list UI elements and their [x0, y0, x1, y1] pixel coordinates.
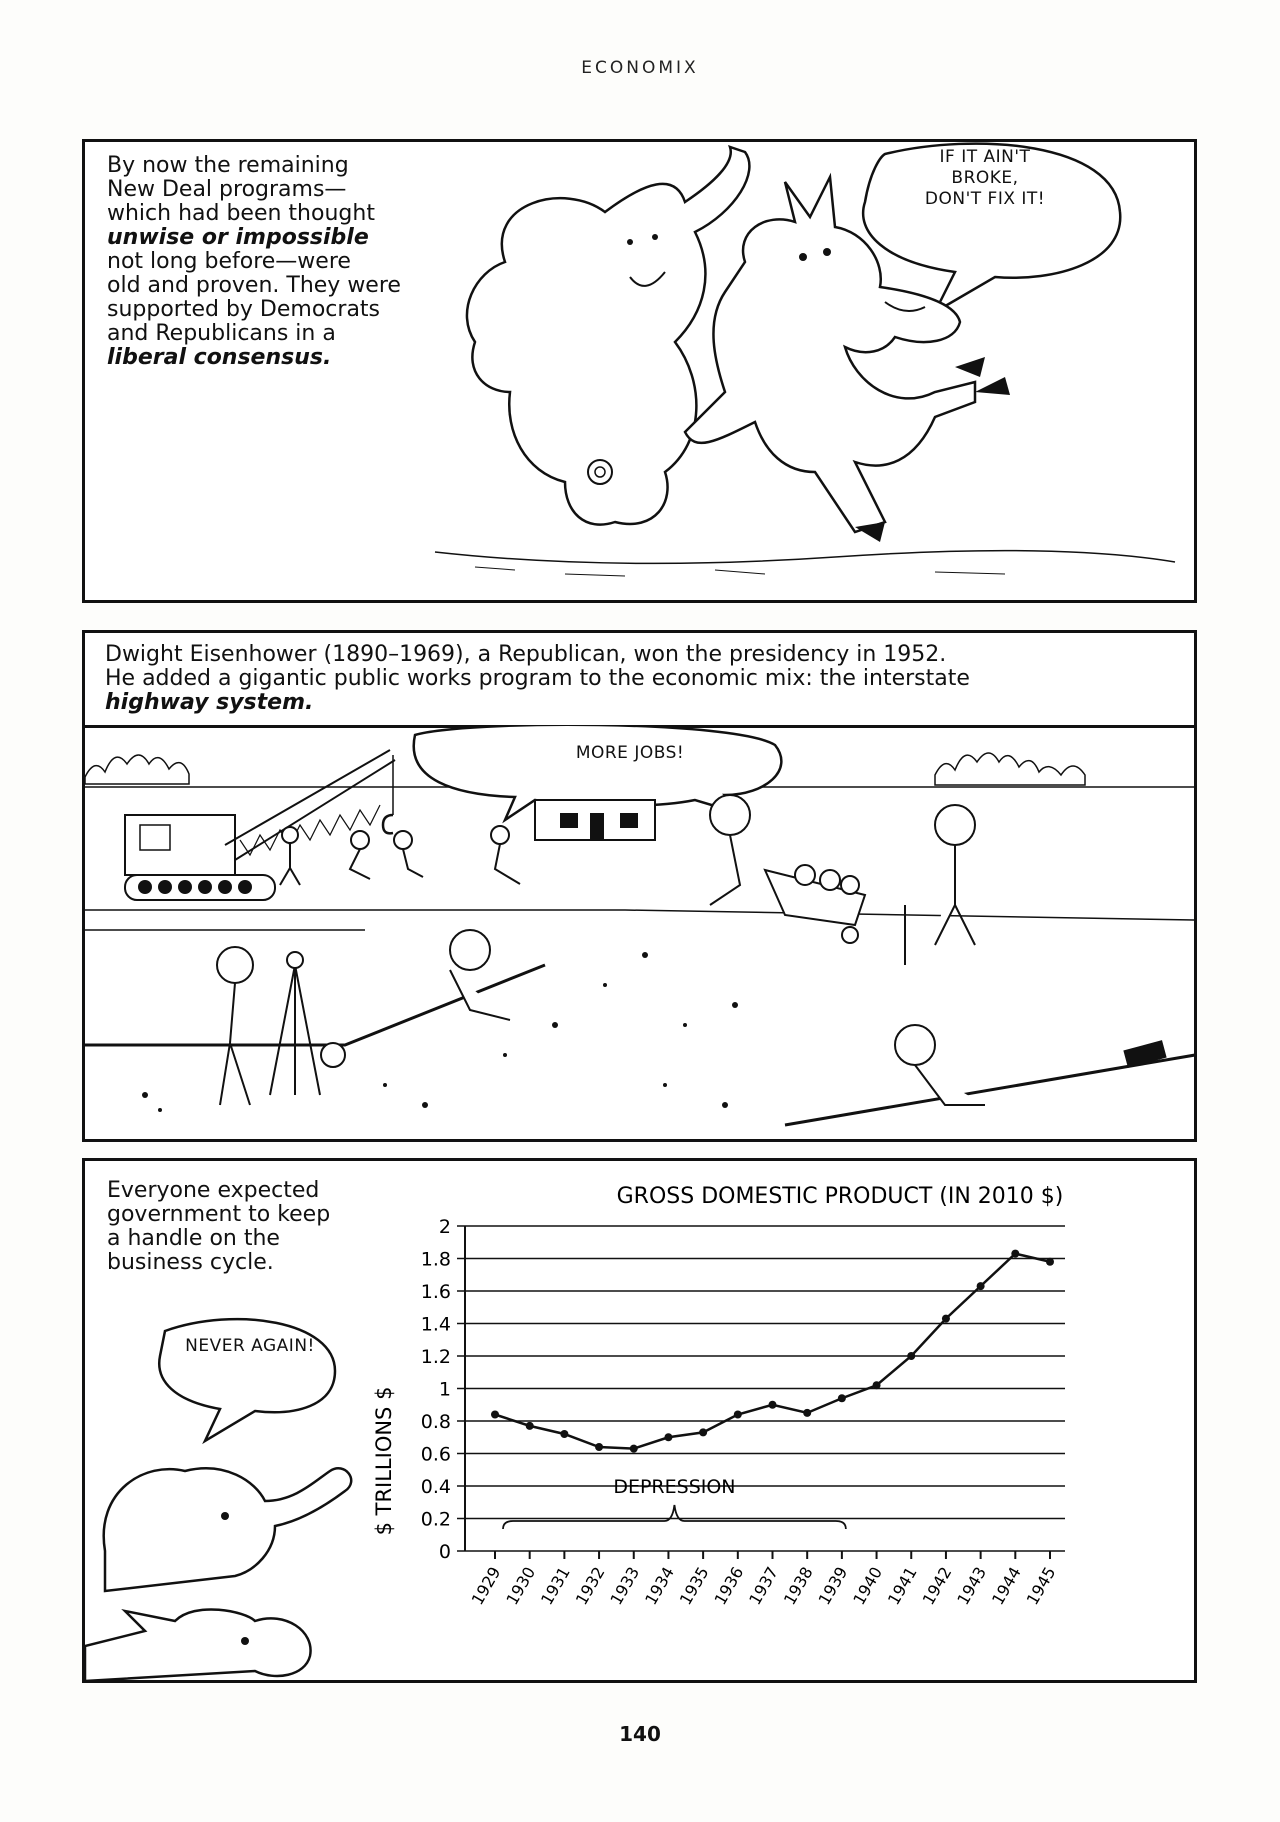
- caption-line: He added a gigantic public works program to the economic mix: the interstate: [105, 666, 970, 691]
- y-tick-label: 0.6: [420, 1443, 451, 1466]
- caption-line: business cycle.: [107, 1250, 274, 1275]
- x-tick-label: 1941: [883, 1563, 921, 1609]
- y-tick-label: 1.6: [420, 1281, 451, 1303]
- caption-line: liberal consensus.: [107, 345, 332, 370]
- gdp-data-point: [803, 1409, 811, 1417]
- gdp-data-point: [734, 1411, 742, 1419]
- gdp-data-point: [595, 1443, 603, 1451]
- y-tick-label: 0.8: [420, 1411, 451, 1433]
- gdp-data-point: [838, 1394, 846, 1402]
- x-tick-label: 1929: [467, 1563, 505, 1609]
- x-tick-label: 1932: [571, 1563, 609, 1609]
- caption-line: Dwight Eisenhower (1890–1969), a Republican, won the presidency in 1952.: [105, 642, 947, 667]
- elephant-donkey-worried-illustration: [85, 1311, 385, 1681]
- gdp-data-point: [560, 1430, 568, 1438]
- gdp-line-chart: [355, 1161, 1195, 1681]
- gdp-data-point: [491, 1411, 499, 1419]
- speech-line: BROKE,: [951, 168, 1019, 188]
- panel-interstate-highway: [82, 630, 1197, 1142]
- y-tick-label: 1.8: [420, 1248, 451, 1271]
- caption-line: not long before—were: [107, 249, 351, 274]
- caption-line: Everyone expected: [107, 1178, 320, 1203]
- caption-line: New Deal programs—: [107, 177, 347, 202]
- y-tick-label: 0.2: [420, 1508, 451, 1531]
- x-tick-label: 1942: [918, 1563, 956, 1609]
- gdp-data-point: [1011, 1250, 1019, 1258]
- x-tick-label: 1945: [1022, 1563, 1060, 1609]
- speech-bubble-more-jobs: MORE JOBS!: [575, 743, 685, 763]
- caption-line: old and proven. They were: [107, 273, 401, 298]
- panel2-caption-box: [85, 633, 1194, 728]
- y-tick-label: 1: [438, 1378, 451, 1401]
- panel1-caption: [107, 154, 407, 370]
- caption-line: supported by Democrats: [107, 297, 381, 322]
- panel2-caption: [105, 643, 1175, 715]
- gdp-data-point: [977, 1282, 985, 1290]
- panel3-caption: [107, 1179, 367, 1275]
- x-tick-label: 1937: [745, 1563, 782, 1609]
- panel-gdp-chart: [82, 1158, 1197, 1683]
- x-tick-label: 1935: [675, 1563, 713, 1609]
- panel-liberal-consensus: [82, 139, 1197, 603]
- x-tick-label: 1939: [814, 1563, 852, 1609]
- x-tick-label: 1933: [606, 1563, 644, 1609]
- y-tick-label: 1.4: [420, 1313, 451, 1336]
- x-tick-label: 1934: [641, 1563, 678, 1609]
- depression-brace: [503, 1505, 846, 1529]
- gdp-data-point: [664, 1433, 672, 1441]
- x-tick-label: 1944: [987, 1563, 1025, 1609]
- chart-title: GROSS DOMESTIC PRODUCT (IN 2010 $): [616, 1184, 1064, 1209]
- gdp-data-point: [526, 1422, 534, 1430]
- depression-annotation-label: DEPRESSION: [613, 1476, 736, 1498]
- highway-construction-illustration: [85, 725, 1195, 1140]
- caption-line: and Republicans in a: [107, 321, 336, 346]
- gdp-data-point: [873, 1381, 881, 1389]
- x-tick-label: 1930: [502, 1563, 540, 1609]
- speech-line: IF IT AIN'T: [939, 147, 1031, 167]
- caption-line: which had been thought: [107, 201, 375, 226]
- x-tick-label: 1938: [779, 1563, 817, 1609]
- gdp-series-line: [495, 1254, 1050, 1449]
- caption-line: By now the remaining: [107, 153, 349, 178]
- x-tick-label: 1936: [710, 1563, 748, 1609]
- running-header: ECONOMIX: [581, 58, 699, 78]
- gdp-data-point: [769, 1401, 777, 1409]
- elephant-donkey-dancing-illustration: [415, 142, 1195, 602]
- speech-bubble-never-again: NEVER AGAIN!: [185, 1336, 315, 1356]
- speech-bubble-dont-fix-it: [905, 147, 1065, 210]
- gdp-data-point: [942, 1315, 950, 1323]
- speech-line: DON'T FIX IT!: [924, 189, 1046, 209]
- gdp-data-point: [907, 1352, 915, 1360]
- gdp-data-point: [1046, 1258, 1054, 1266]
- y-tick-label: 2: [438, 1216, 451, 1238]
- caption-line: unwise or impossible: [107, 225, 369, 250]
- gdp-data-point: [630, 1445, 638, 1453]
- x-tick-label: 1943: [953, 1563, 991, 1609]
- page-number: 140: [619, 1722, 661, 1746]
- y-tick-label: 1.2: [420, 1346, 451, 1368]
- y-axis-label: $ TRILLIONS $: [372, 1386, 396, 1536]
- gdp-data-point: [699, 1428, 707, 1436]
- y-tick-label: 0: [438, 1541, 451, 1563]
- caption-line: government to keep: [107, 1202, 331, 1227]
- y-tick-label: 0.4: [420, 1476, 451, 1498]
- caption-line: a handle on the: [107, 1226, 280, 1251]
- x-tick-label: 1940: [849, 1563, 887, 1609]
- x-tick-label: 1931: [537, 1563, 574, 1609]
- caption-line: highway system.: [105, 690, 314, 715]
